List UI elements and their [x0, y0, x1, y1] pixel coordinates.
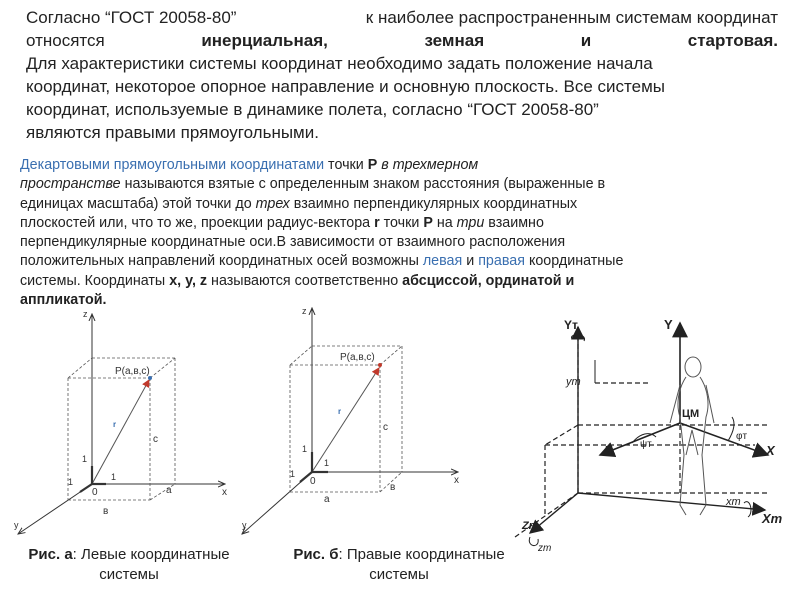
- def-line-5: перпендикулярные координатные оси.В зависимости от взаимного расположения: [20, 234, 566, 251]
- xt-rotation-icon: [744, 502, 751, 517]
- projection-box: [68, 358, 175, 500]
- label-one-y: 1: [68, 477, 74, 487]
- label-y: y: [14, 520, 19, 530]
- human-figure-icon: [670, 357, 714, 515]
- label-a: a: [166, 485, 172, 496]
- label-b: в: [103, 506, 109, 517]
- label-yt-dim: yт: [566, 376, 581, 388]
- label-center-mass: ЦМ: [682, 408, 700, 420]
- def-italic: трех: [255, 195, 290, 212]
- intro-line-4: координат, некоторое опорное направление и основную плоскость. Все системы: [26, 77, 665, 96]
- def-text: на: [432, 214, 457, 231]
- label-phi: φт: [736, 431, 748, 442]
- applicate-term: аппликатой.: [20, 292, 107, 309]
- figure-body-frame: [500, 305, 798, 555]
- def-line-3: [20, 195, 780, 214]
- def-text: и: [462, 253, 479, 270]
- intro-text: относятся: [26, 31, 105, 50]
- intro-line-3: Для характеристики системы координат необходимо задать положение начала: [26, 54, 653, 73]
- label-z: z: [83, 309, 88, 319]
- label-x: x: [454, 475, 459, 486]
- label-zt-dim: zт: [538, 543, 552, 554]
- label-x: x: [222, 487, 227, 498]
- unit-y: [80, 484, 92, 492]
- caption-line-2: системы: [369, 566, 429, 583]
- caption-line-1: [28, 546, 229, 563]
- label-y-axis: Y: [664, 317, 673, 332]
- abscissa-ordinate-term: абсциссой, ординатой и: [402, 272, 575, 289]
- label-zt-axis: Zт: [522, 520, 539, 532]
- coordinates-xyz: x, y, z: [169, 272, 208, 289]
- radius-vector-r: r: [374, 214, 380, 231]
- launch-term: стартовая.: [687, 31, 778, 50]
- and-term: и: [580, 31, 592, 50]
- label-x-axis: X: [766, 443, 775, 458]
- label-point: P(a,в,c): [340, 352, 375, 363]
- label-z-axis: Z: [604, 443, 612, 458]
- label-yt-axis: Yт: [564, 318, 578, 332]
- def-text: координатные: [524, 253, 624, 270]
- radius-vector: [312, 368, 379, 472]
- label-origin: 0: [310, 476, 316, 487]
- label-point: P(a,в,c): [115, 366, 150, 377]
- label-z: z: [302, 306, 307, 316]
- def-italic: в трехмерном: [377, 157, 479, 173]
- caption-left: [4, 545, 254, 585]
- label-c: c: [153, 434, 158, 445]
- label-one-y: 1: [290, 469, 296, 479]
- intro-line-5: координат, используемые в динамике полета, согласно “ГОСТ 20058-80”: [26, 100, 599, 119]
- label-r: r: [338, 407, 342, 416]
- def-line-1: [20, 156, 780, 175]
- definition-paragraph: [20, 156, 780, 310]
- def-line-7: [20, 272, 780, 291]
- point-p: Р: [367, 157, 378, 173]
- intro-line-2: [26, 29, 778, 52]
- def-text: плоскостей или, что то же, проекции радиус-вектора: [20, 214, 375, 231]
- def-italic: пространстве: [20, 176, 121, 193]
- x-axis: [680, 423, 768, 455]
- label-one-x: 1: [111, 472, 117, 482]
- label-c: c: [383, 422, 388, 433]
- label-b: в: [390, 482, 396, 493]
- label-psi: ψт: [640, 439, 652, 450]
- def-text: точки: [379, 214, 424, 231]
- point-p: Р: [423, 214, 433, 231]
- def-text: точки: [324, 157, 368, 173]
- label-origin: 0: [92, 487, 98, 498]
- label-r: r: [113, 420, 117, 429]
- intro-line-1: [26, 6, 778, 29]
- def-line-4: [20, 214, 780, 233]
- intro-line-6: являются правыми прямоугольными.: [26, 123, 319, 142]
- right-term: правая: [478, 253, 525, 270]
- label-xt-dim: xт: [726, 496, 741, 508]
- label-a: a: [324, 494, 330, 505]
- intro-text: к наиболее распространенным системам координат: [365, 8, 778, 27]
- def-text: единицах масштаба) этой точки до: [20, 195, 256, 212]
- def-text: взаимно: [484, 214, 544, 231]
- label-y: y: [242, 520, 247, 530]
- def-text: положительных направлений координатных осей возможны: [20, 253, 423, 270]
- cartesian-term: Декартовыми прямоугольными координатами: [20, 157, 325, 173]
- point-p-dot: [378, 363, 382, 367]
- earth-term: земная: [424, 31, 485, 50]
- phi-angle-arc: [728, 417, 734, 441]
- caption-text: : Левые координатные: [72, 546, 230, 563]
- label-xt-axis: Xт: [762, 511, 783, 526]
- caption-text: : Правые координатные: [338, 546, 505, 563]
- label-one-z: 1: [82, 454, 88, 464]
- caption-label: Рис. а: [28, 546, 73, 563]
- intro-paragraph: [26, 6, 778, 144]
- def-text: взаимно перпендикулярных координатных: [289, 195, 578, 212]
- def-line-2: [20, 175, 780, 194]
- def-italic: три: [456, 214, 485, 231]
- label-one-x: 1: [324, 458, 330, 468]
- label-one-z: 1: [302, 444, 308, 454]
- caption-label: Рис. б: [293, 546, 339, 563]
- caption-line-1: [293, 546, 504, 563]
- zt-rotation-icon: [529, 537, 538, 546]
- caption-line-2: системы: [99, 566, 159, 583]
- def-text: называются соответственно: [207, 272, 403, 289]
- def-line-6: [20, 252, 780, 271]
- radius-vector: [92, 380, 149, 484]
- def-text: называются взятые с определенным знаком расстояния (выраженные в: [120, 176, 606, 193]
- figure-right-coordinate-system: [240, 302, 480, 542]
- inertial-term: инерциальная,: [201, 31, 328, 50]
- left-term: левая: [422, 253, 463, 270]
- gost-reference: Согласно “ГОСТ 20058-80”: [26, 8, 237, 27]
- caption-right: [272, 545, 526, 585]
- def-text: системы. Координаты: [20, 272, 170, 289]
- figure-left-coordinate-system: [0, 302, 265, 542]
